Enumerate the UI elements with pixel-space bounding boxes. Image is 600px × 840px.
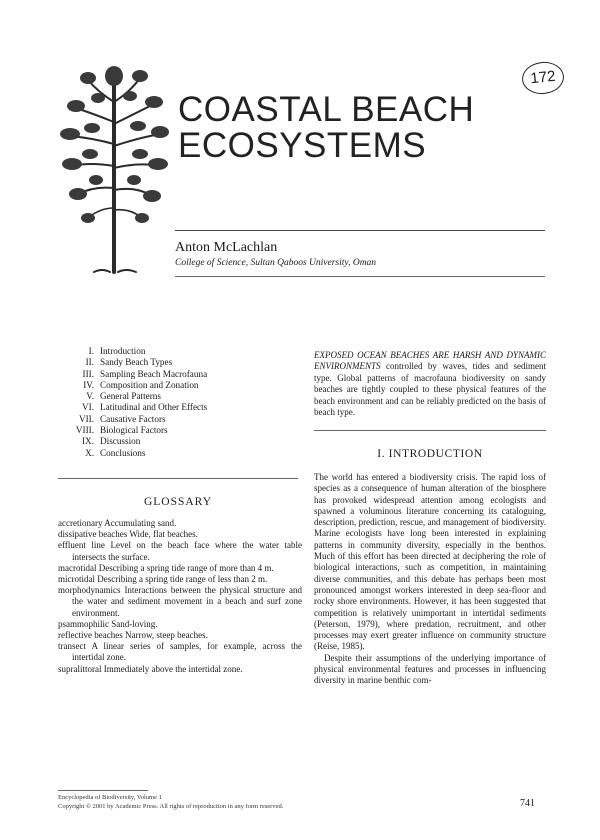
divider: [58, 790, 148, 791]
paragraph: The world has entered a biodiversity crisis. The rapid loss of species as a consequence of human alteration of the biosphere has provoked widespread attention among ecologists and spawned a voluminous literature concerning its cataloguing, description, prediction, rescue, and management of biodiversity. Marine ecologists have long been interested in explaining patterns in community diversity, especially in the benthos. Much of this effort has been directed at deciphering the role of biological interactions, such as competition, in maintaining diverse communities, and this debate has perhaps been most pronounced amongst workers interested in deep sea-floor and rocky shore environments. However, it has been suggested that competition is relatively unimportant in intertidal sediments (Peterson, 1979), where predation, recruitment, and other processes may exert greater influence on community structure (Reise, 1985).: [314, 472, 546, 652]
footer-copyright: Copyright © 2001 by Academic Press. All rights of reproduction in any form reserved.: [58, 803, 284, 810]
glossary-entry: transect A linear series of samples, for example, across the intertidal zone.: [58, 641, 302, 663]
toc-item: VI. Latitudinal and Other Effects: [82, 402, 208, 413]
glossary-entry: macrotidal Describing a spring tide range of more than 4 m.: [58, 562, 274, 573]
glossary-heading: GLOSSARY: [143, 496, 213, 508]
toc-item: II. Sandy Beach Types: [85, 357, 173, 368]
toc-item: III. Sampling Beach Macrofauna: [82, 368, 208, 379]
toc-item: IV. Composition and Zonation: [83, 379, 199, 390]
author-name: Anton McLachlan: [175, 240, 278, 255]
glossary-entry: accretionary Accumulating sand.: [58, 518, 177, 528]
page-number: 741: [520, 798, 535, 809]
glossary-entry: reflective beaches Narrow, steep beaches.: [58, 630, 208, 641]
footer-source: Encyclopedia of Biodiversity, Volume 1: [58, 794, 162, 801]
toc-item: VIII. Biological Factors: [75, 425, 168, 436]
glossary-entry: microtidal Describing a spring tide range of less than 2 m.: [58, 574, 268, 585]
glossary-entry: effluent line Level on the beach face where the water table intersects the surface.: [58, 540, 303, 562]
glossary-entry: supralittoral Immediately above the intertidal zone.: [58, 663, 243, 674]
glossary-entry: morphodynamics Interactions between the physical structure and the water and sediment movement in a beach and surf zone environment.: [58, 585, 303, 618]
glossary-entry: psammophilic Sand-loving.: [58, 618, 158, 629]
toc-item: IX. Discussion: [82, 436, 141, 447]
author-affiliation: College of Science, Sultan Qaboos University, Oman: [175, 258, 377, 268]
chapter-title: [178, 92, 518, 164]
table-of-contents: [58, 346, 298, 459]
abstract-body: controlled by waves, tides and sediment type. Global patterns of macrofauna biodiversity on sandy beaches are tightly coupled to these physical features of the beach environment and can be reliably predicted on the basis of beach type.: [314, 361, 546, 418]
page-number-badge: 172: [520, 60, 565, 96]
divider: [175, 230, 545, 231]
tree-illustration: [58, 62, 170, 274]
toc-item: I. Introduction: [88, 346, 146, 356]
toc-item: VII. Causative Factors: [78, 413, 166, 424]
divider: [175, 276, 545, 277]
paragraph: Despite their assumptions of the underlying importance of physical environmental features and processes in influencing diversity in marine benthic com-: [314, 652, 546, 686]
toc-item: V. General Patterns: [86, 391, 161, 402]
title-line-2: ECOSYSTEMS: [178, 126, 427, 165]
title-line-1: COASTAL BEACH: [178, 90, 475, 129]
abstract-lead: EXPOSED OCEAN BEACHES ARE HARSH AND DYNAMIC ENVIRONMENTS: [314, 350, 546, 372]
glossary-entry: dissipative beaches Wide, flat beaches.: [58, 529, 198, 540]
section-heading: I. INTRODUCTION: [377, 448, 483, 460]
introduction-body: [314, 472, 546, 687]
abstract: [314, 350, 546, 418]
divider: [58, 478, 298, 479]
divider: [314, 430, 546, 431]
toc-item: X. Conclusions: [85, 447, 146, 458]
glossary: [58, 518, 302, 675]
